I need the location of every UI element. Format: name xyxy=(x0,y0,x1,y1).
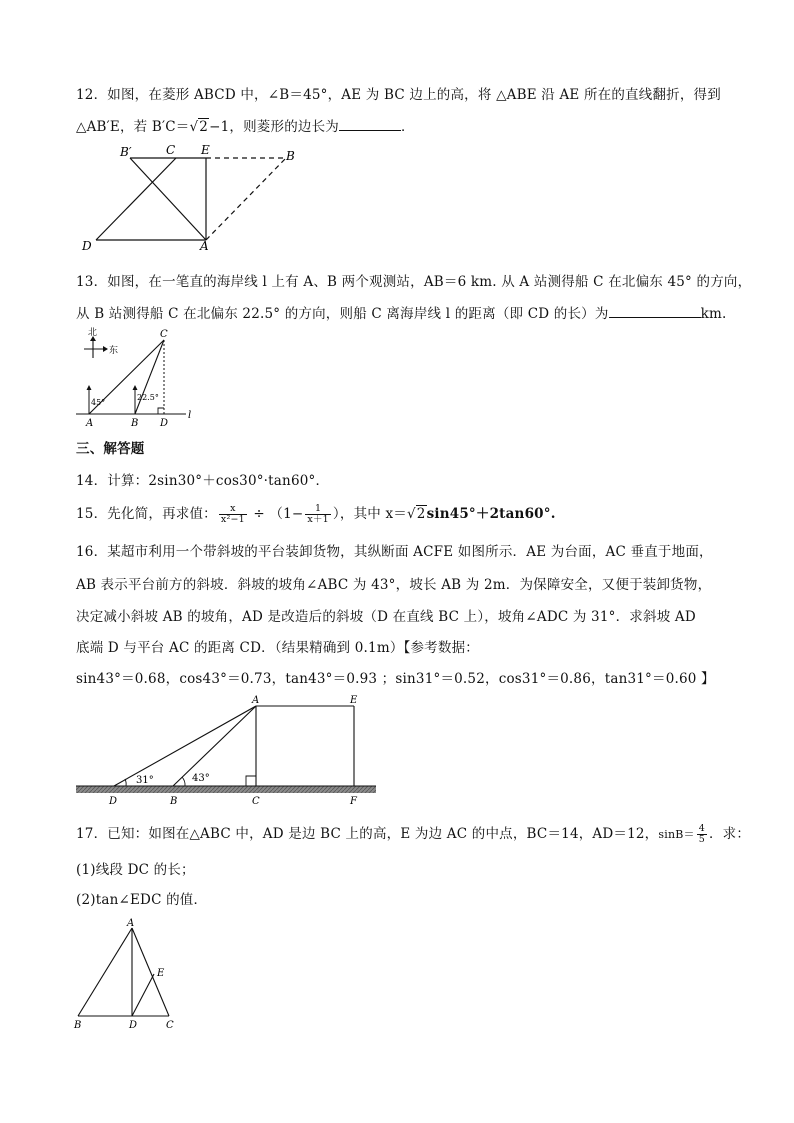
q17-sinb-num: 4 xyxy=(698,823,705,834)
q16-line3: 决定减小斜坡 AB 的坡角，AD 是改造后的斜坡（D 在直线 BC 上），坡角∠ADC 为 31°．求斜坡 AD xyxy=(76,609,696,625)
q13-unit: km. xyxy=(700,306,727,322)
q17-triangle-figure xyxy=(70,916,190,1034)
q13-coast-figure xyxy=(76,326,196,428)
q15-fraction-1 xyxy=(219,504,247,525)
q12-label-d: D xyxy=(82,239,92,250)
q17-label-d: D xyxy=(129,1020,138,1031)
q14-text: 14．计算：2sin30°＋cos30°·tan60°． xyxy=(76,473,330,489)
q13-line2-a: 从 B 站测得船 C 在北偏东 22.5° 的方向，则船 C 离海岸线 l 的距离（即 CD 的长）为 xyxy=(76,306,609,322)
q15-f2-den: x＋1 xyxy=(307,514,329,525)
q12-rhombus-figure xyxy=(76,140,306,250)
q17-line1-end: ．求： xyxy=(708,826,751,842)
q17-sinb-den: 5 xyxy=(698,834,705,845)
q13-label-l: l xyxy=(188,410,192,421)
q16-angle-43: 43° xyxy=(192,773,210,784)
q13-north-label: 北 xyxy=(88,328,98,338)
q16-line5: sin43°＝0.68，cos43°＝0.73，tan43°＝0.93 ；sin31°＝0.52，cos31°＝0.86，tan31°＝0.60 】 xyxy=(76,671,715,687)
q12-line2: △AB′E，若 B′C＝√2−1，则菱形的边长为 ． xyxy=(76,119,415,135)
q12-label-b: B xyxy=(286,149,295,163)
q16-slope-figure xyxy=(76,690,378,810)
section-title: 三、解答题 xyxy=(76,441,145,457)
q13-label-c: C xyxy=(160,329,168,340)
q13-angle-45: 45° xyxy=(91,398,106,407)
q13-label-d: D xyxy=(160,418,169,428)
q13-answer-blank[interactable] xyxy=(609,305,701,318)
q12-line1: 12．如图，在菱形 ABCD 中，∠B＝45°，AE 为 BC 边上的高，将 △ABE 沿 AE 所在的直线翻折，得到 xyxy=(76,87,721,103)
q16-label-a: A xyxy=(252,695,260,706)
q16-label-f: F xyxy=(350,796,357,807)
q12-line2-a: △AB′E，若 B′C＝ xyxy=(76,119,190,135)
q16-line1: 16．某超市利用一个带斜坡的平台装卸货物，其纵断面 ACFE 如图所示．AE 为台面，AC 垂直于地面， xyxy=(76,544,713,560)
q13-angle-22-5: 22.5° xyxy=(137,393,159,402)
q12-line2-end: ． xyxy=(401,119,415,135)
q12-label-e: E xyxy=(201,143,210,157)
q15-f2-num: 1 xyxy=(305,504,331,515)
q13-line1: 13．如图，在一笔直的海岸线 l 上有 A、B 两个观测站，AB＝6 km. 从 A 站测得船 C 在北偏东 45° 的方向， xyxy=(76,274,752,290)
q16-line2: AB 表示平台前方的斜坡．斜坡的坡角∠ABC 为 43°，坡长 AB 为 2m．为保障安全，又便于装卸货物， xyxy=(76,577,712,593)
q17-line1-a: 17．已知：如图在△ABC 中，AD 是边 BC 上的高，E 为边 AC 的中点，BC＝14，AD＝12， xyxy=(76,826,659,842)
q15-div: ÷ xyxy=(253,506,265,522)
q17-label-e: E xyxy=(157,968,165,979)
q17-part2: (2)tan∠EDC 的值． xyxy=(76,892,208,908)
q15-a: 15．先化简，再求值： xyxy=(76,506,217,522)
q12-label-a: A xyxy=(200,239,209,250)
q15-p-open: （1− xyxy=(269,506,304,522)
q16-label-c: C xyxy=(252,796,260,807)
q16-label-e: E xyxy=(350,695,358,706)
q17-sinb: sinB＝ xyxy=(658,828,695,841)
q12-answer-blank[interactable] xyxy=(339,118,401,131)
q16-label-d: D xyxy=(109,796,118,807)
q17-sinb-fraction xyxy=(697,824,707,845)
q15-f1-num: x xyxy=(219,504,247,515)
q12-label-c: C xyxy=(166,143,176,157)
q17-label-c: C xyxy=(166,1020,174,1031)
q16-line4: 底端 D 与平台 AC 的距离 CD．（结果精确到 0.1m）【参考数据： xyxy=(76,640,479,656)
q17-line1 xyxy=(76,822,750,845)
q13-label-a: A xyxy=(86,418,94,428)
q13-line2 xyxy=(76,302,726,322)
q16-label-b: B xyxy=(170,796,178,807)
q12-sqrt: 2 xyxy=(199,119,209,135)
q17-part1: (1)线段 DC 的长； xyxy=(76,862,195,878)
q12-line2-b: −1，则菱形的边长为 xyxy=(209,119,339,135)
q17-label-b: B xyxy=(74,1020,82,1031)
q17-label-a: A xyxy=(127,918,135,929)
q12-label-bprime: B′ xyxy=(120,145,132,159)
q16-angle-31: 31° xyxy=(136,775,154,786)
q15-text: 15．先化简，再求值： $\frac{x}{\text{x²−1}}$ ÷ （1− $\frac{1}{x+1}$ ），其中 x＝√2sin45°＋2tan60°. xyxy=(76,503,556,525)
q15-b: sin45°＋2tan60°. xyxy=(426,506,556,522)
q15-p-close: ），其中 x＝ xyxy=(332,506,407,522)
q15-f1-den: x²−1 xyxy=(220,514,245,525)
q15-sqrt: 2 xyxy=(416,506,426,522)
q15-fraction-2 xyxy=(305,504,331,525)
q13-east-label: 东 xyxy=(109,346,119,356)
q13-label-b: B xyxy=(131,418,139,428)
